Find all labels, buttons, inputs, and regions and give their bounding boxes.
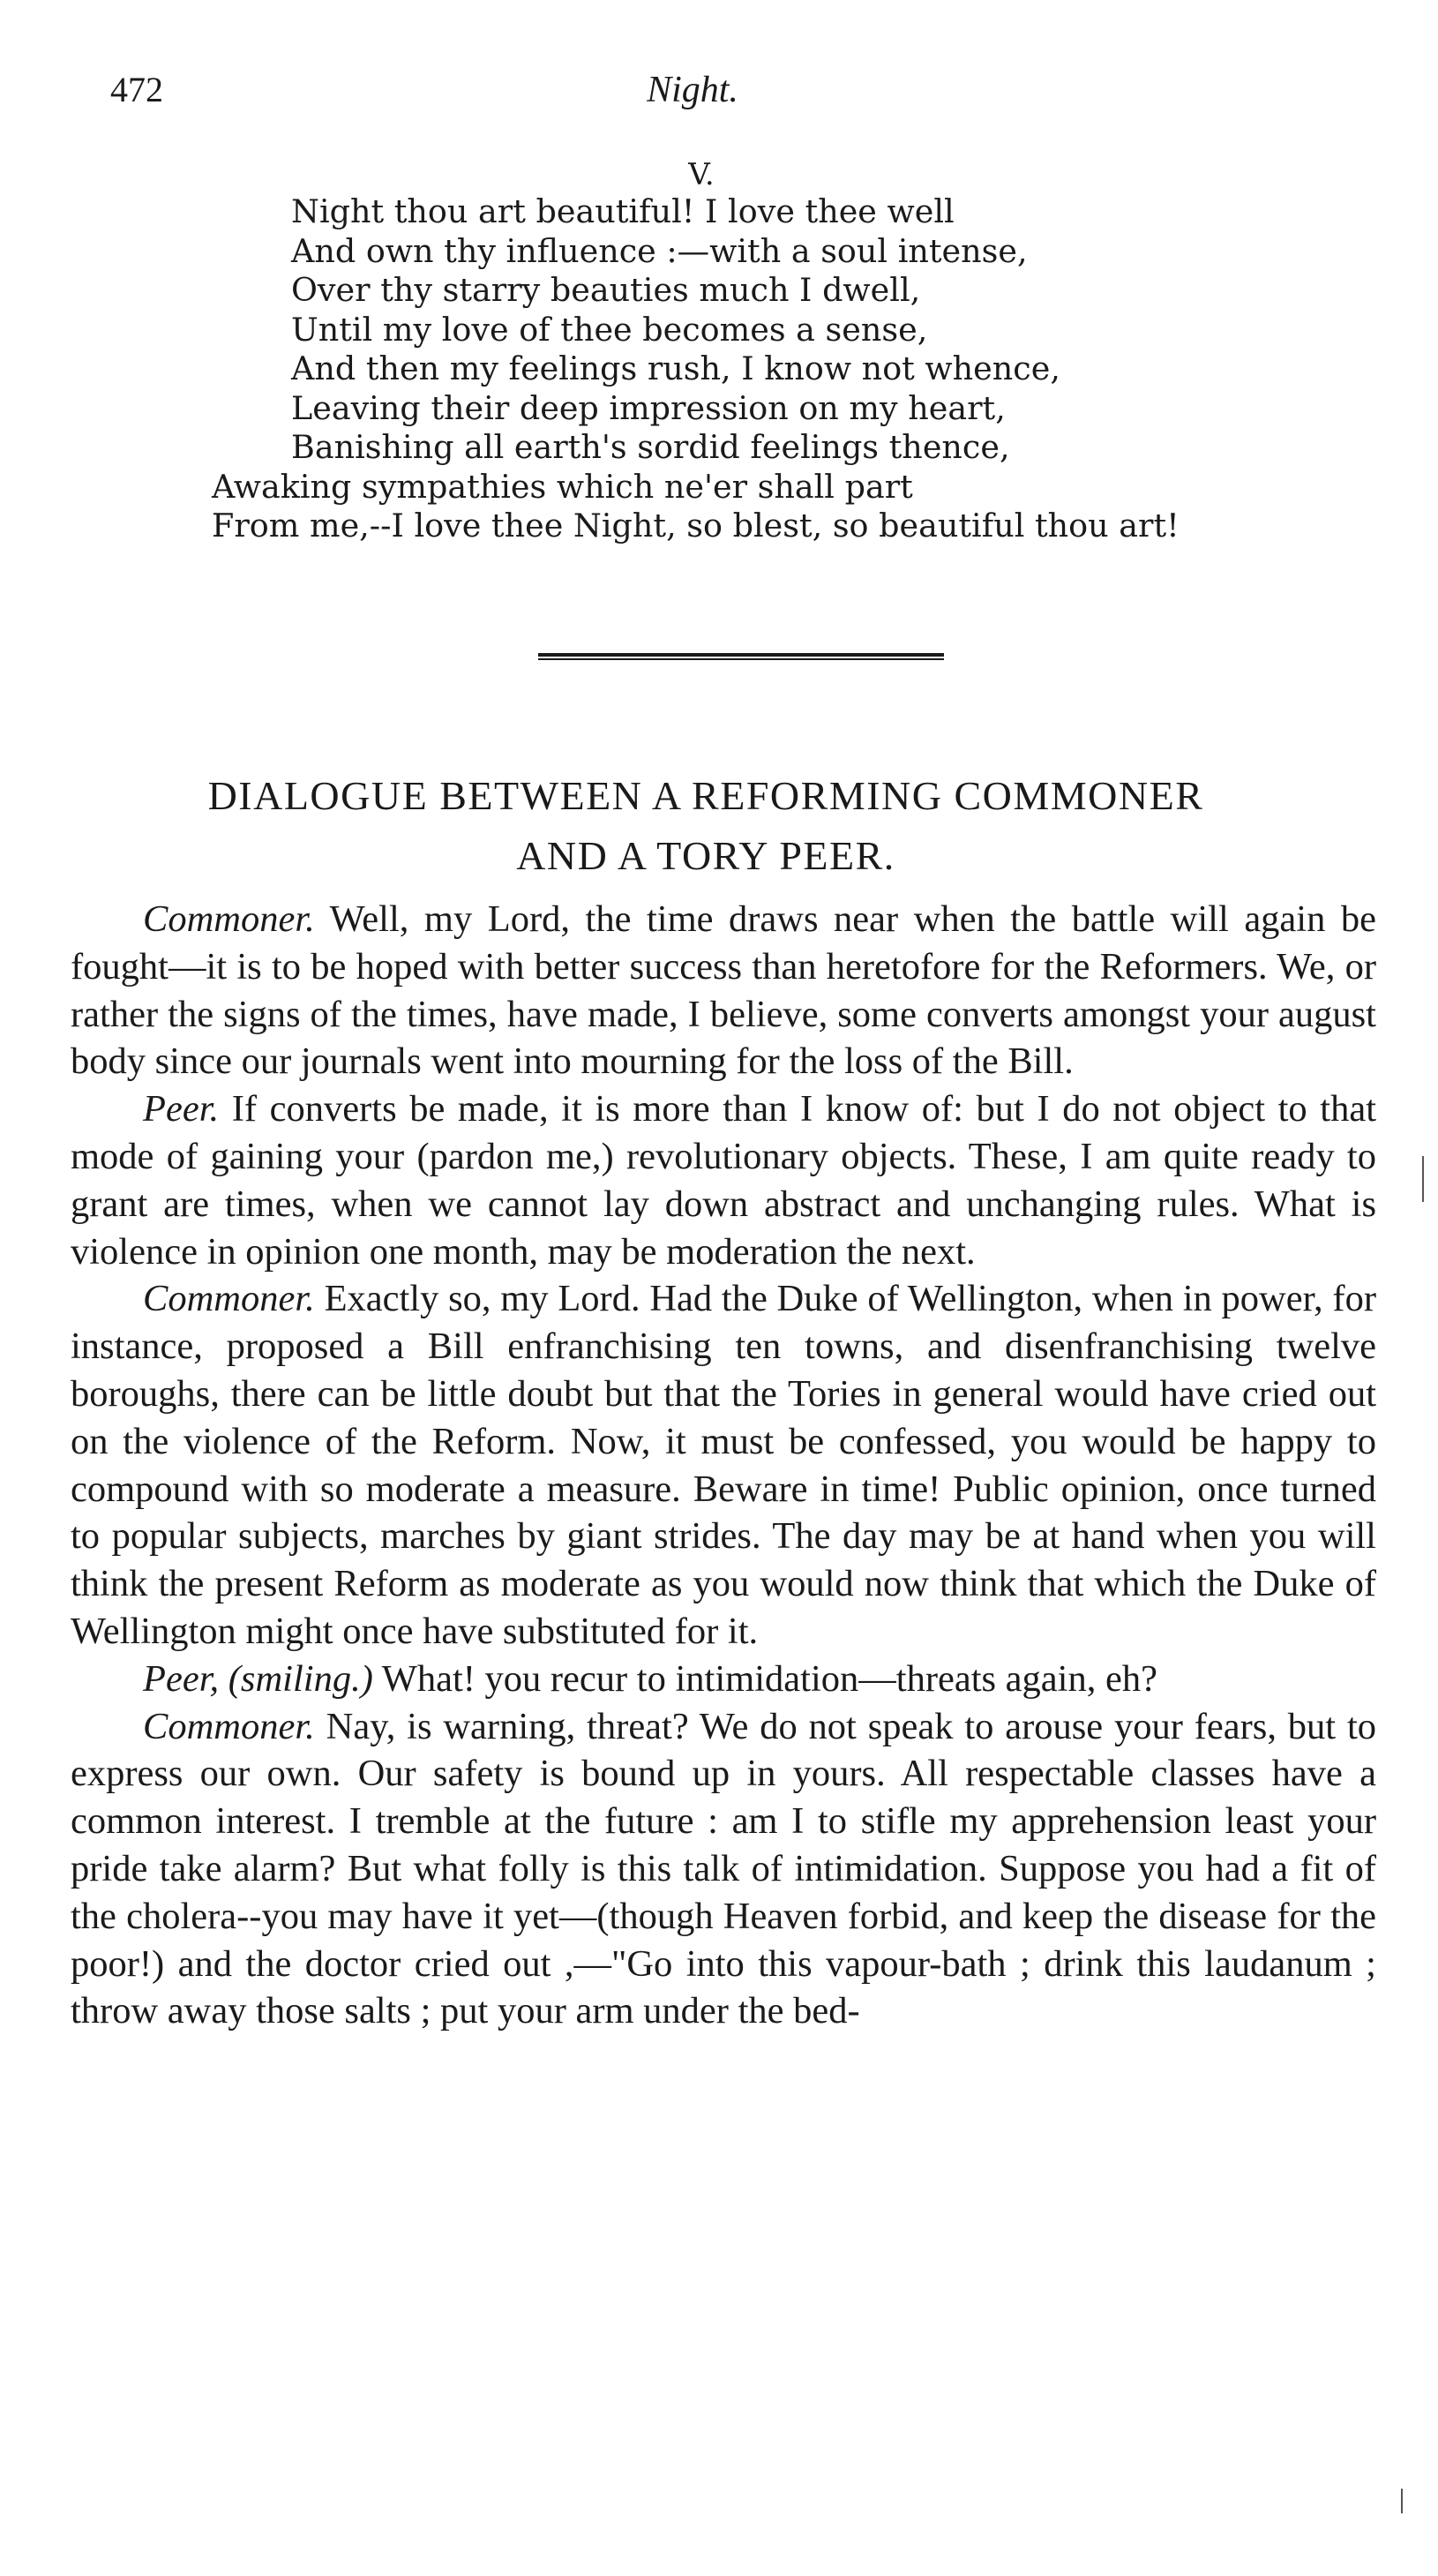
article-title-line-2: AND A TORY PEER. <box>516 833 895 878</box>
poem-line: Awaking sympathies which ne'er shall part <box>212 467 913 506</box>
dialogue-paragraph <box>71 1275 1376 1655</box>
poem-line: Until my love of thee becomes a sense, <box>291 310 928 349</box>
article-title-line-1: DIALOGUE BETWEEN A REFORMING COMMONER <box>207 773 1204 818</box>
poem-line: Over thy starry beauties much I dwell, <box>291 271 921 309</box>
dialogue-paragraph <box>71 1703 1376 2036</box>
page-number: 472 <box>110 70 163 109</box>
poem-line: And then my feelings rush, I know not whence, <box>291 349 1060 387</box>
poem-line: From me,--I love thee Night, so blest, so beautiful thou art! <box>212 507 1180 544</box>
running-head: Night. <box>647 70 738 110</box>
dialogue-paragraph <box>71 1656 1376 1703</box>
speech-text: Exactly so, my Lord. Had the Duke of Wellington, when in power, for instance, proposed a Bill enfranchising ten towns, and disenfranchising twelve boroughs, there can be little doubt but that the Tories in general would have cried out on the violence of the Reform. Now, it must be confessed, you would be happy to compound with so moderate a measure. Beware in time! Public opinion, once turned to popular subjects, marches by giant strides. The day may be at hand when you will think the present Reform as moderate as you would now think that which the Duke of Wellington might once have substituted for it. <box>71 1278 1376 1652</box>
stanza-number: V. <box>688 157 715 192</box>
speaker-name: Peer. <box>143 1088 220 1130</box>
dialogue-body <box>71 896 1376 2035</box>
speech-text: If converts be made, it is more than I know of: but I do not object to that mode of gaining your (pardon me,) revolutionary objects. These, I am quite ready to grant are times, when we cannot lay down abstract and unchanging rules. What is violence in opinion one month, may be moderation the next. <box>71 1088 1376 1273</box>
dialogue-paragraph <box>71 896 1376 1085</box>
speaker-name: Commoner. <box>143 1705 315 1747</box>
poem-line: Night thou art beautiful! I love thee well <box>291 192 955 230</box>
speech-text: Well, my Lord, the time draws near when the battle will again be fought—it is to be hoped with better success than heretofore for the Reformers. We, or rather the signs of the times, have made, I believe, some converts amongst your august body since our journals went into mourning for the loss of the Bill. <box>71 898 1376 1083</box>
page-header <box>0 69 1438 122</box>
margin-mark <box>1401 2489 1403 2513</box>
dialogue-paragraph <box>71 1085 1376 1275</box>
article-title <box>0 766 1438 886</box>
section-divider-rule <box>538 653 944 660</box>
speaker-name: Commoner. <box>143 898 315 940</box>
margin-mark <box>1422 1156 1424 1202</box>
poem-line: Leaving their deep impression on my heart, <box>291 388 1006 427</box>
poem-stanza <box>0 157 1438 546</box>
speech-text: What! you recur to intimidation—threats again, eh? <box>372 1657 1157 1700</box>
poem-line: Banishing all earth's sordid feelings thence, <box>291 428 1010 466</box>
speaker-name: Commoner. <box>143 1278 315 1320</box>
speech-text: Nay, is warning, threat? We do not speak to arouse your fears, but to express our own. Our safety is bound up in yours. All respectable classes have a common interest. I tremble at the future : am I to stifle my apprehension least your pride take alarm? But what folly is this talk of intimidation. Suppose you had a fit of the cholera--you may have it yet—(though Heaven forbid, and keep the disease for the poor!) and the doctor cried out ,—"Go into this vapour-bath ; drink this laudanum ; throw away those salts ; put your arm under the bed- <box>71 1705 1376 2032</box>
speaker-name: Peer, (smiling.) <box>143 1657 373 1700</box>
poem-line: And own thy influence :—with a soul intense, <box>291 231 1028 270</box>
